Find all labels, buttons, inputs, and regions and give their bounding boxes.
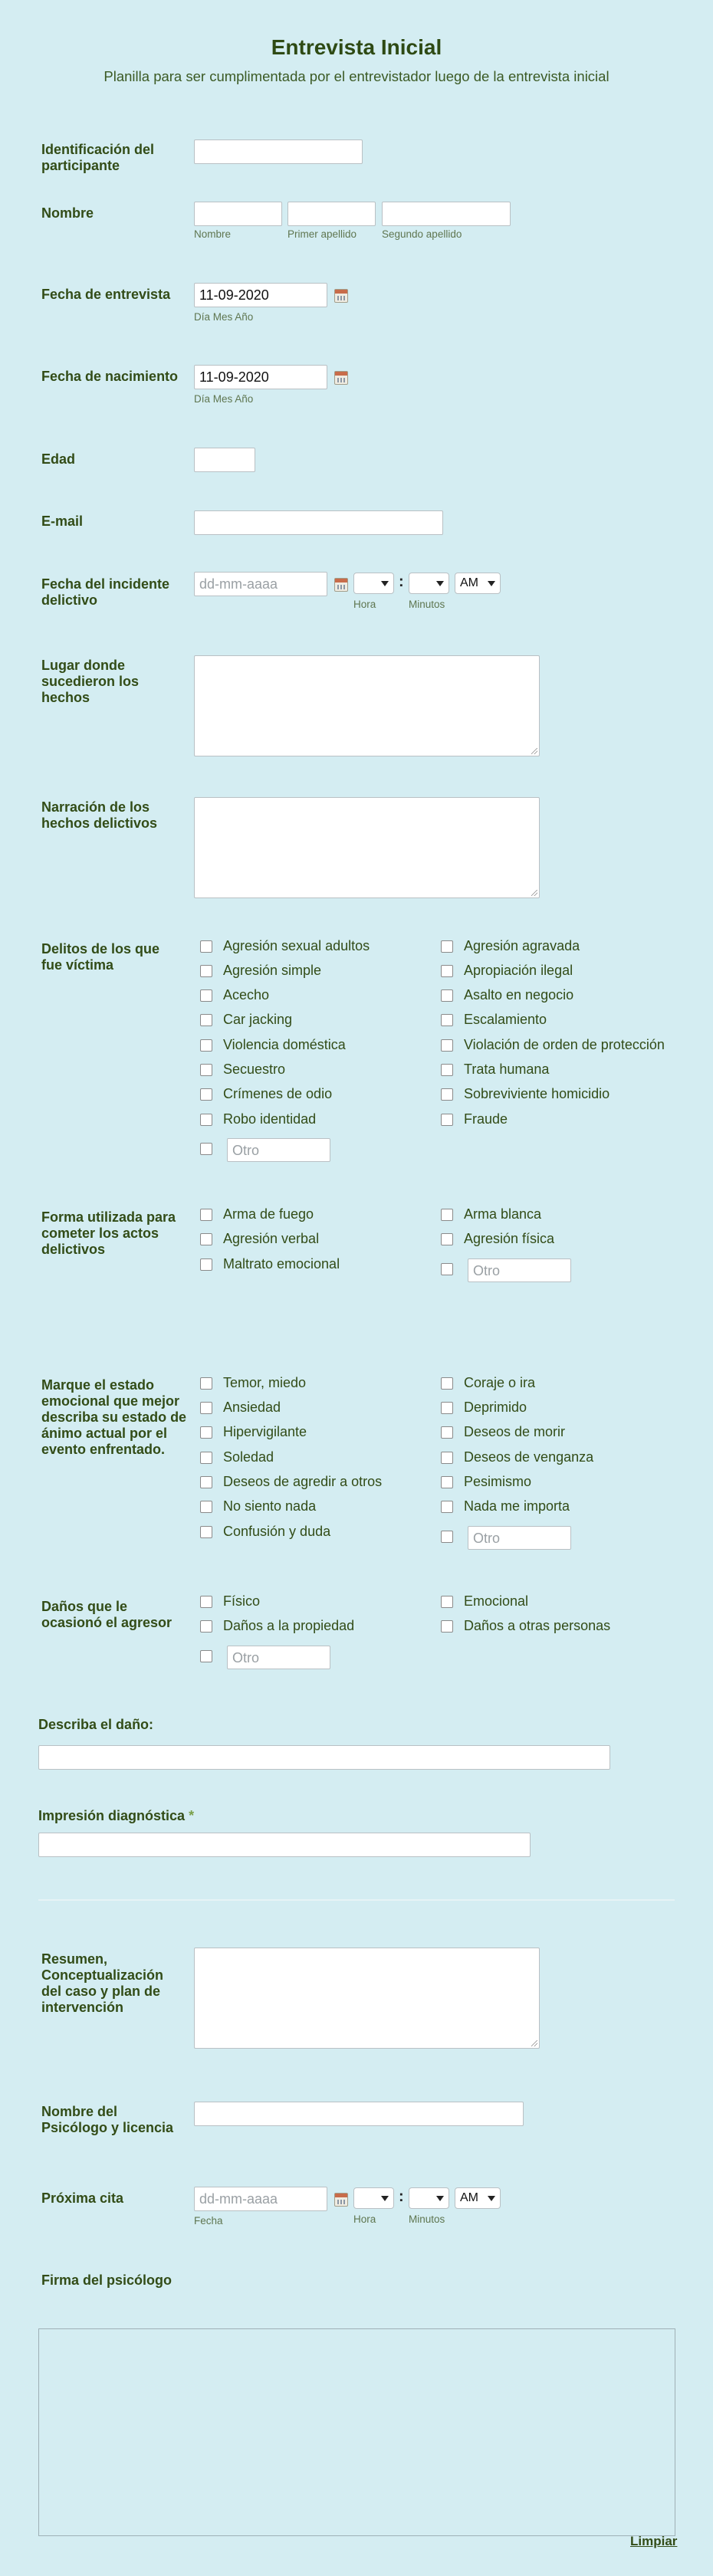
emotion-checkbox[interactable]	[200, 1476, 212, 1488]
form-title: Entrevista Inicial	[271, 35, 442, 59]
crime-option: Escalamiento	[464, 1012, 547, 1027]
last-name2-input[interactable]	[382, 202, 511, 226]
crime-checkbox[interactable]	[200, 1088, 212, 1101]
emotion-option: Nada me importa	[464, 1498, 570, 1514]
psychologist-input[interactable]	[194, 2102, 524, 2126]
location-textarea[interactable]	[194, 655, 540, 756]
signature-label: Firma del psicólogo	[41, 2272, 172, 2288]
time-colon: :	[399, 573, 404, 590]
calendar-icon[interactable]	[334, 289, 348, 303]
crime-option: Fraude	[464, 1111, 508, 1127]
crime-option: Car jacking	[223, 1012, 293, 1027]
diagnostic-label-text: Impresión diagnóstica	[38, 1808, 186, 1823]
method-option: Arma blanca	[464, 1206, 542, 1222]
interview-date-label: Fecha de entrevista	[41, 287, 171, 302]
emotion-other-checkbox[interactable]	[441, 1531, 453, 1543]
chevron-down-icon	[436, 2196, 444, 2201]
birth-date-label: Fecha de nacimiento	[41, 369, 179, 384]
date-sublabel: Fecha	[194, 2215, 223, 2227]
crime-option: Violación de orden de protección	[464, 1037, 665, 1052]
method-option: Arma de fuego	[223, 1206, 314, 1222]
calendar-icon[interactable]	[334, 578, 348, 592]
emotion-checkbox[interactable]	[200, 1402, 212, 1414]
crime-option: Asalto en negocio	[464, 987, 574, 1003]
damage-option: Emocional	[464, 1593, 529, 1609]
method-checkbox[interactable]	[200, 1209, 212, 1221]
crime-option: Crímenes de odio	[223, 1086, 333, 1101]
emotion-option: Coraje o ira	[464, 1375, 536, 1390]
chevron-down-icon	[381, 2196, 389, 2201]
last-name2-sublabel: Segundo apellido	[382, 228, 462, 240]
summary-label: Resumen, Conceptualización del caso y plan de intervención	[41, 1951, 164, 2015]
psychologist-label: Nombre del Psicólogo y licencia	[41, 2104, 174, 2135]
next-appointment-date-input[interactable]: dd-mm-aaaa	[194, 2187, 327, 2211]
damage-option: Daños a otras personas	[464, 1618, 611, 1633]
emotion-other-input[interactable]: Otro	[468, 1526, 571, 1550]
crime-checkbox[interactable]	[441, 1114, 453, 1126]
diagnostic-label	[38, 1808, 194, 1824]
crime-option: Apropiación ilegal	[464, 963, 573, 978]
participant-id-label: Identificación del participante	[41, 142, 155, 173]
method-label: Forma utilizada para cometer los actos delictivos	[41, 1209, 176, 1257]
crime-option: Trata humana	[464, 1062, 550, 1077]
signature-pad[interactable]	[38, 2328, 675, 2536]
damage-checkbox[interactable]	[441, 1596, 453, 1608]
interview-date-input[interactable]: 11-09-2020	[194, 283, 327, 307]
time-colon: :	[399, 2188, 404, 2205]
method-option: Maltrato emocional	[223, 1256, 340, 1272]
next-minute-select[interactable]	[409, 2187, 449, 2209]
damage-checkbox[interactable]	[441, 1620, 453, 1633]
emotion-option: No siento nada	[223, 1498, 317, 1514]
emotion-checkbox[interactable]	[200, 1377, 212, 1390]
method-checkbox[interactable]	[441, 1209, 453, 1221]
emotion-checkbox[interactable]	[441, 1377, 453, 1390]
last-name1-sublabel: Primer apellido	[288, 228, 357, 240]
birth-date-sublabel: Día Mes Año	[194, 393, 254, 405]
first-name-sublabel: Nombre	[194, 228, 232, 240]
describe-damage-label: Describa el daño:	[38, 1717, 154, 1732]
crime-checkbox[interactable]	[200, 940, 212, 953]
email-input[interactable]	[194, 510, 443, 535]
emotion-option: Ansiedad	[223, 1400, 281, 1415]
crime-checkbox[interactable]	[441, 940, 453, 953]
crime-option: Agresión agravada	[464, 938, 580, 953]
email-label: E-mail	[41, 514, 84, 529]
damage-checkbox[interactable]	[200, 1596, 212, 1608]
crime-checkbox[interactable]	[441, 965, 453, 977]
emotion-checkbox[interactable]	[441, 1501, 453, 1513]
diagnostic-input[interactable]	[38, 1833, 531, 1857]
emotion-checkbox[interactable]	[200, 1452, 212, 1464]
age-input[interactable]	[194, 448, 255, 472]
next-appointment-label: Próxima cita	[41, 2190, 124, 2206]
last-name1-input[interactable]	[288, 202, 376, 226]
chevron-down-icon	[381, 581, 389, 586]
minutes-sublabel: Minutos	[409, 599, 445, 610]
birth-date-input[interactable]: 11-09-2020	[194, 365, 327, 389]
emotion-option: Hipervigilante	[223, 1424, 307, 1439]
incident-ampm-select[interactable]	[455, 573, 501, 594]
hour-sublabel: Hora	[353, 599, 376, 610]
emotion-checkbox[interactable]	[441, 1426, 453, 1439]
emotion-option: Soledad	[223, 1449, 274, 1465]
crime-checkbox[interactable]	[441, 1014, 453, 1026]
chevron-down-icon	[436, 581, 444, 586]
ampm-value: AM	[460, 2191, 478, 2204]
emotion-checkbox[interactable]	[441, 1452, 453, 1464]
method-checkbox[interactable]	[441, 1233, 453, 1245]
form-subtitle: Planilla para ser cumplimentada por el entrevistador luego de la entrevista inicial	[104, 68, 610, 84]
damage-option: Físico	[223, 1593, 261, 1609]
crime-checkbox[interactable]	[441, 989, 453, 1002]
hour-sublabel: Hora	[353, 2213, 376, 2225]
ampm-value: AM	[460, 576, 478, 589]
calendar-icon[interactable]	[334, 371, 348, 385]
crime-option: Agresión sexual adultos	[223, 938, 370, 953]
age-label: Edad	[41, 451, 76, 467]
participant-id-input[interactable]	[194, 139, 363, 164]
crime-checkbox[interactable]	[441, 1064, 453, 1076]
name-label: Nombre	[41, 205, 94, 221]
method-option: Agresión física	[464, 1231, 555, 1246]
clear-signature-link[interactable]: Limpiar	[630, 2534, 678, 2548]
emotion-checkbox[interactable]	[200, 1426, 212, 1439]
crime-checkbox[interactable]	[200, 1114, 212, 1126]
damage-other-input[interactable]: Otro	[227, 1646, 330, 1669]
crime-option: Robo identidad	[223, 1111, 317, 1127]
narrative-label: Narración de los hechos delictivos	[41, 799, 158, 831]
emotion-checkbox[interactable]	[200, 1526, 212, 1538]
crime-checkbox[interactable]	[441, 1039, 453, 1052]
summary-textarea[interactable]	[194, 1948, 540, 2049]
emotion-option: Confusión y duda	[223, 1524, 331, 1539]
method-other-checkbox[interactable]	[441, 1263, 453, 1275]
method-checkbox[interactable]	[200, 1258, 212, 1271]
crime-option: Acecho	[223, 987, 270, 1003]
emotion-option: Pesimismo	[464, 1474, 532, 1489]
emotional-state-label: Marque el estado emocional que mejor describa su estado de ánimo actual por el evento enfrentado.	[41, 1377, 187, 1457]
method-other-input[interactable]: Otro	[468, 1258, 571, 1282]
incident-hour-select[interactable]	[353, 573, 394, 594]
damage-checkbox[interactable]	[200, 1620, 212, 1633]
interview-date-sublabel: Día Mes Año	[194, 311, 254, 323]
describe-damage-input[interactable]	[38, 1745, 610, 1770]
method-option: Agresión verbal	[223, 1231, 320, 1246]
crime-checkbox[interactable]	[200, 965, 212, 977]
required-mark: *	[189, 1808, 195, 1823]
emotion-checkbox[interactable]	[441, 1476, 453, 1488]
crime-option: Violencia doméstica	[223, 1037, 346, 1052]
crime-other-checkbox[interactable]	[200, 1143, 212, 1155]
next-ampm-select[interactable]	[455, 2187, 501, 2209]
crime-other-input[interactable]: Otro	[227, 1138, 330, 1162]
section-divider	[38, 1899, 675, 1901]
emotion-checkbox[interactable]	[441, 1402, 453, 1414]
emotion-option: Deseos de morir	[464, 1424, 566, 1439]
crime-checkbox[interactable]	[441, 1088, 453, 1101]
damage-option: Daños a la propiedad	[223, 1618, 355, 1633]
crime-option: Agresión simple	[223, 963, 322, 978]
chevron-down-icon	[488, 2196, 495, 2201]
emotion-checkbox[interactable]	[200, 1501, 212, 1513]
crime-checkbox[interactable]	[200, 1014, 212, 1026]
method-checkbox[interactable]	[200, 1233, 212, 1245]
crime-checkbox[interactable]	[200, 989, 212, 1002]
calendar-icon[interactable]	[334, 2193, 348, 2207]
crime-checkbox[interactable]	[200, 1039, 212, 1052]
incident-minute-select[interactable]	[409, 573, 449, 594]
damages-label: Daños que le ocasionó el agresor	[41, 1599, 172, 1630]
location-label: Lugar donde sucedieron los hechos	[41, 658, 140, 705]
damage-other-checkbox[interactable]	[200, 1650, 212, 1662]
crime-option: Sobreviviente homicidio	[464, 1086, 610, 1101]
emotion-option: Deprimido	[464, 1400, 527, 1415]
emotion-option: Temor, miedo	[223, 1375, 307, 1390]
crime-option: Secuestro	[223, 1062, 286, 1077]
crimes-label: Delitos de los que fue víctima	[41, 941, 160, 973]
chevron-down-icon	[488, 581, 495, 586]
crime-checkbox[interactable]	[200, 1064, 212, 1076]
next-hour-select[interactable]	[353, 2187, 394, 2209]
incident-date-input[interactable]: dd-mm-aaaa	[194, 572, 327, 596]
narrative-textarea[interactable]	[194, 797, 540, 898]
minutes-sublabel: Minutos	[409, 2213, 445, 2225]
first-name-input[interactable]	[194, 202, 282, 226]
emotion-option: Deseos de venganza	[464, 1449, 594, 1465]
incident-date-label: Fecha del incidente delictivo	[41, 576, 170, 608]
emotion-option: Deseos de agredir a otros	[223, 1474, 383, 1489]
